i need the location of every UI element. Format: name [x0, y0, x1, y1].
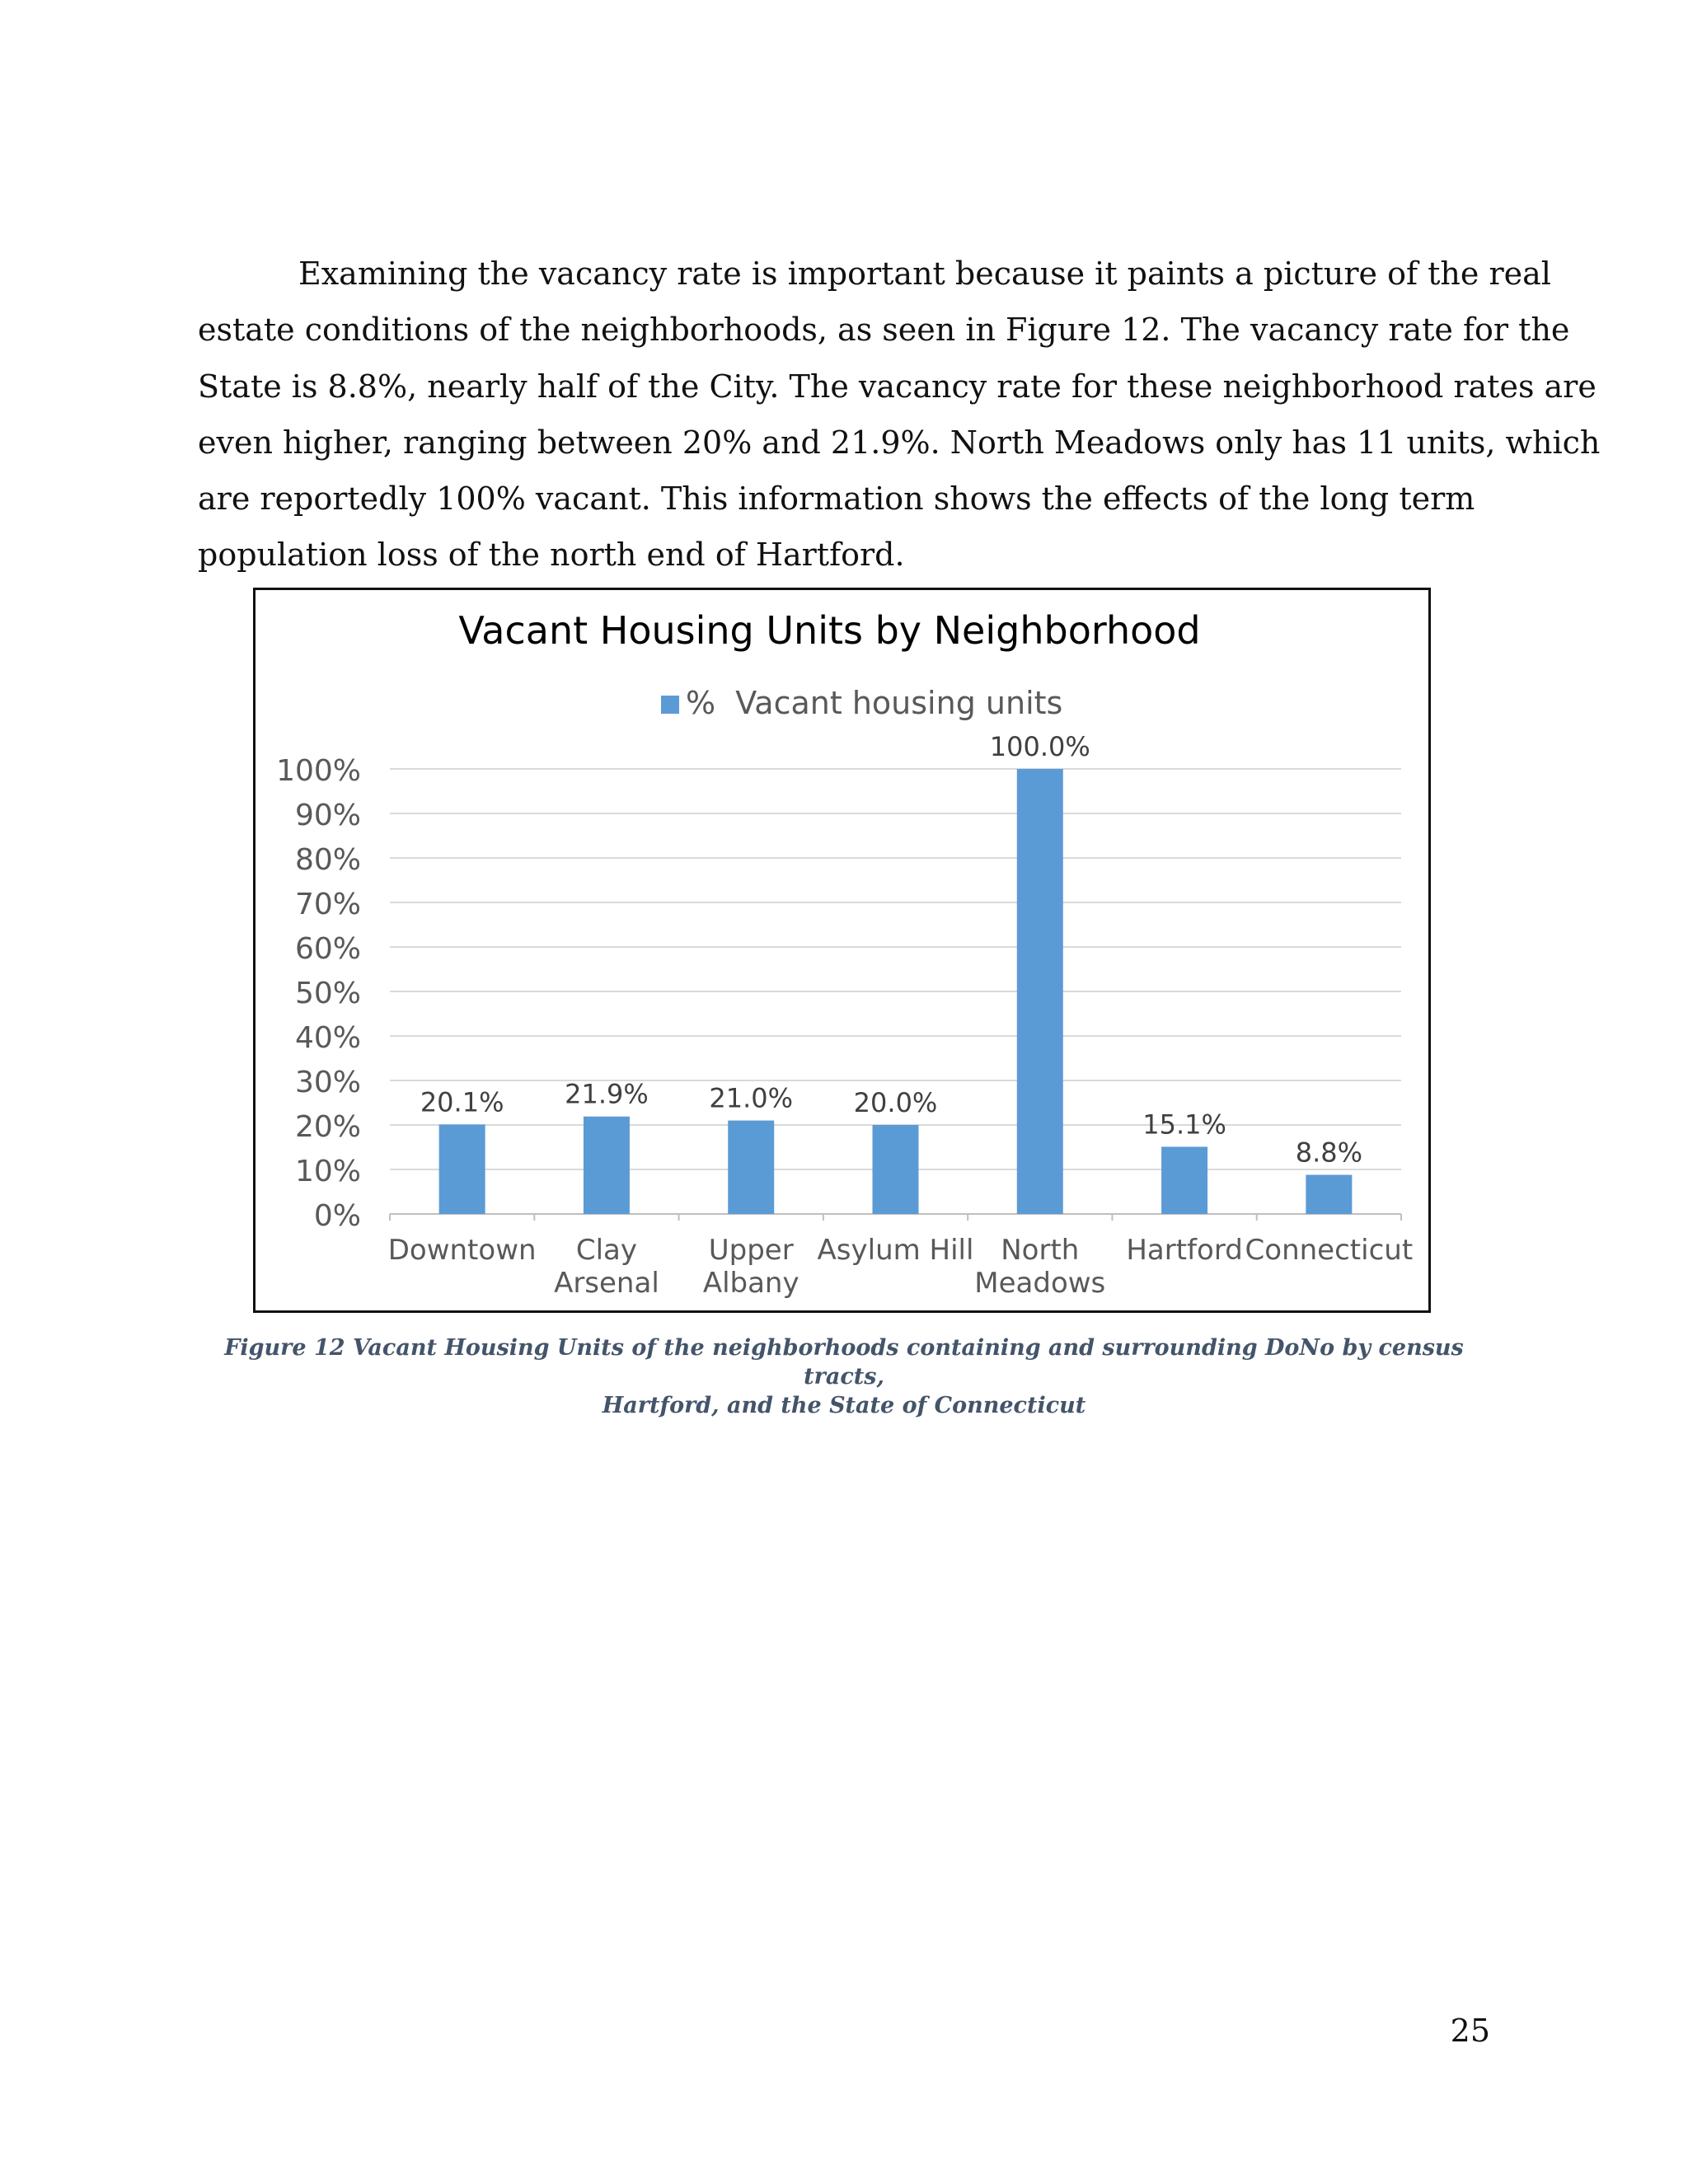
legend-label: % Vacant housing units [686, 685, 1063, 721]
data-label: 8.8% [1295, 1137, 1363, 1169]
y-tick-label: 0% [313, 1199, 361, 1233]
y-tick-label: 50% [294, 977, 361, 1010]
y-tick-label: 90% [294, 799, 361, 832]
caption-line: Hartford, and the State of Connecticut [602, 1393, 1086, 1418]
body-line: even higher, ranging between 20% and 21.9%. North Meadows only has 11 units, which [198, 424, 1601, 461]
y-tick-label: 70% [294, 888, 361, 921]
x-category-label: Connecticut [1245, 1234, 1414, 1267]
y-tick-label: 40% [294, 1021, 361, 1055]
bar [1306, 1174, 1352, 1214]
y-tick-label: 100% [276, 754, 361, 788]
x-category-label: Upper [708, 1234, 794, 1267]
x-category-label: Meadows [974, 1267, 1106, 1300]
figure-caption [198, 1333, 1490, 1420]
x-category-label: Downtown [387, 1234, 537, 1267]
x-category-label: Hartford [1126, 1234, 1243, 1267]
body-line: State is 8.8%, nearly half of the City. The vacancy rate for these neighborhood rates are [198, 368, 1597, 405]
data-label: 20.1% [420, 1086, 504, 1118]
bar [873, 1125, 919, 1214]
y-tick-label: 80% [294, 843, 361, 877]
y-tick-label: 10% [294, 1155, 361, 1188]
bar [1017, 769, 1063, 1214]
vacancy-bar-chart [256, 590, 1428, 1310]
data-label: 21.0% [709, 1082, 794, 1114]
bar [728, 1121, 774, 1214]
x-category-label: Albany [702, 1267, 799, 1300]
page-number: 25 [1450, 2013, 1490, 2049]
bar [584, 1117, 630, 1214]
data-label: 21.9% [565, 1078, 649, 1110]
data-label: 100.0% [989, 731, 1090, 762]
data-label: 20.0% [853, 1087, 938, 1118]
y-tick-label: 60% [294, 932, 361, 966]
x-category-label: Asylum Hill [817, 1234, 974, 1267]
bar [439, 1124, 485, 1214]
data-label: 15.1% [1142, 1108, 1226, 1141]
caption-line: Figure 12 Vacant Housing Units of the neighborhoods containing and surrounding DoNo by census tracts, [224, 1335, 1464, 1390]
body-line: estate conditions of the neighborhoods, as seen in Figure 12. The vacancy rate for the [198, 312, 1570, 349]
body-line: are reportedly 100% vacant. This information shows the effects of the long term [198, 480, 1475, 518]
body-line: Examining the vacancy rate is important because it paints a picture of the real [298, 255, 1551, 292]
y-tick-label: 30% [294, 1066, 361, 1099]
chart-frame [253, 588, 1431, 1313]
body-line: population loss of the north end of Hartford. [198, 537, 905, 574]
x-category-label: North [1001, 1234, 1080, 1267]
y-tick-label: 20% [294, 1110, 361, 1144]
chart-title: Vacant Housing Units by Neighborhood [458, 608, 1201, 653]
x-category-label: Clay [575, 1234, 638, 1267]
body-paragraph [198, 246, 1601, 583]
legend-swatch [661, 696, 679, 714]
x-category-label: Arsenal [554, 1267, 659, 1300]
bar [1161, 1146, 1207, 1214]
